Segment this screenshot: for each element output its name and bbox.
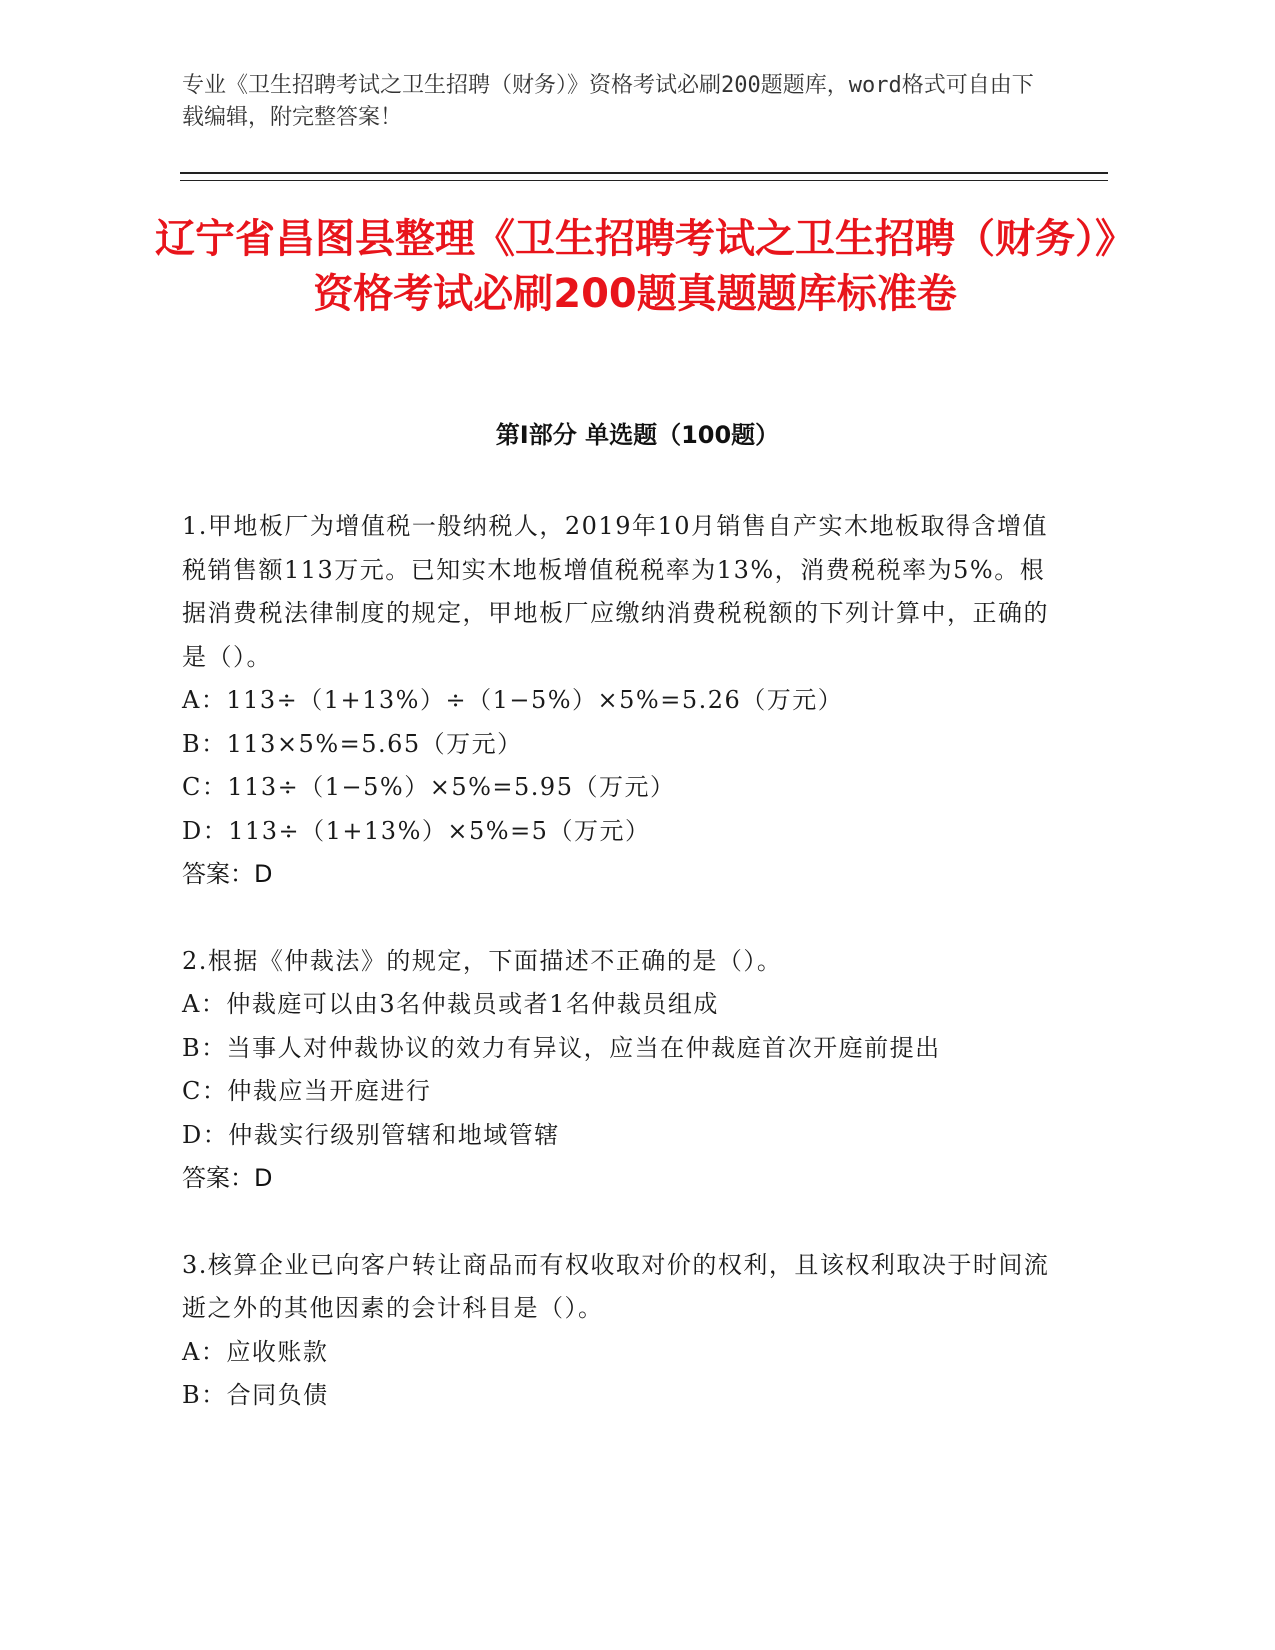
- question-list: [182, 505, 1052, 1461]
- option-b: B：113×5%=5.65（万元）: [182, 729, 523, 758]
- question-3: [182, 1244, 1052, 1418]
- document-title: 辽宁省昌图县整理《卫生招聘考试之卫生招聘（财务）》资格考试必刷200题真题题库标准卷: [155, 216, 1115, 317]
- section-title: 第I部分 单选题（100题）: [495, 421, 780, 449]
- question-text: 1.甲地板厂为增值税一般纳税人，2019年10月销售自产实木地板取得含增值税销售额113万元。已知实木地板增值税税率为13%，消费税税率为5%。根据消费税法律制度的规定，甲地板厂应缴纳消费税税额的下列计算中，正确的是（）。: [182, 512, 1049, 671]
- option-c: C：113÷（1−5%）×5%=5.95（万元）: [182, 773, 676, 801]
- question-2: [182, 940, 1052, 1201]
- question-text: 2.根据《仲裁法》的规定，下面描述不正确的是（）。: [182, 946, 783, 975]
- option-a: A：113÷（1+13%）÷（1−5%）×5%=5.26（万元）: [182, 686, 844, 714]
- header-rule-thick: [180, 172, 1108, 174]
- option-d: D：113÷（1+13%）×5%=5（万元）: [182, 816, 651, 845]
- question-1: [182, 505, 1052, 897]
- option-b: B：合同负债: [182, 1381, 329, 1409]
- option-d: D：仲裁实行级别管辖和地域管辖: [182, 1120, 560, 1149]
- option-a: A：应收账款: [182, 1337, 329, 1366]
- header-note: 专业《卫生招聘考试之卫生招聘（财务）》资格考试必刷200题题库，word格式可自由下载编辑，附完整答案！: [182, 73, 1034, 130]
- option-c: C：仲裁应当开庭进行: [182, 1077, 432, 1105]
- option-b: B：当事人对仲裁协议的效力有异议，应当在仲裁庭首次开庭前提出: [182, 1033, 941, 1062]
- answer: 答案：D: [182, 860, 273, 888]
- question-text: 3.核算企业已向客户转让商品而有权收取对价的权利，且该权利取决于时间流逝之外的其他因素的会计科目是（）。: [182, 1250, 1050, 1322]
- option-a: A：仲裁庭可以由3名仲裁员或者1名仲裁员组成: [182, 990, 719, 1018]
- header-rule-thin: [180, 180, 1108, 181]
- answer: 答案：D: [182, 1164, 273, 1192]
